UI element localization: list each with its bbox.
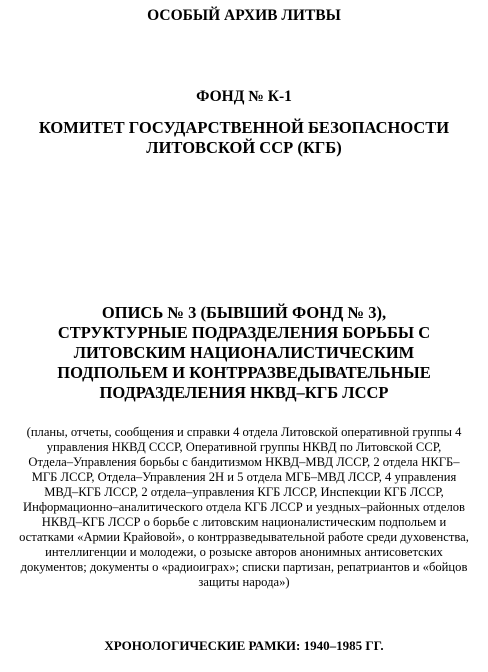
inventory-title-line-2: СТРУКТУРНЫЕ ПОДРАЗДЕЛЕНИЯ БОРЬБЫ С: [57, 323, 431, 342]
description-line-8: остатками «Армии Крайовой», о контрразведывательной работе среди духовенства,: [19, 530, 469, 544]
archive-title: ОСОБЫЙ АРХИВ ЛИТВЫ: [147, 7, 341, 24]
description-line-4: МГБ ЛССР, Отдела–Управления 2Н и 5 отдела МГБ–МВД ЛССР, 4 управления: [31, 470, 457, 484]
description-line-1: (планы, отчеты, сообщения и справки 4 отдела Литовской оперативной группы 4: [26, 425, 462, 439]
description-line-7: НКВД–КГБ ЛССР о борьбе с литовским националистическим подпольем и: [41, 515, 447, 529]
inventory-title-line-5: ПОДРАЗДЕЛЕНИЯ НКВД–КГБ ЛССР: [99, 383, 389, 402]
inventory-title-line-3: ЛИТОВСКИМ НАЦИОНАЛИСТИЧЕСКИМ: [73, 343, 415, 362]
description-line-5: МВД–КГБ ЛССР, 2 отдела–управления КГБ ЛССР, Инспекции КГБ ЛССР,: [44, 485, 444, 499]
fond-name-line-1: КОМИТЕТ ГОСУДАРСТВЕННОЙ БЕЗОПАСНОСТИ: [38, 118, 450, 137]
description-line-2: управления НКВД СССР, Оперативной группы НКВД по Литовской ССР,: [46, 440, 442, 454]
inventory-title-line-1: ОПИСЬ № 3 (БЫВШИЙ ФОНД № 3),: [101, 303, 387, 322]
inventory-title-line-4: ПОДПОЛЬЕМ И КОНТРРАЗВЕДЫВАТЕЛЬНЫЕ: [57, 363, 431, 382]
fond-name-line-2: ЛИТОВСКОЙ ССР (КГБ): [146, 138, 342, 157]
chronology-line: ХРОНОЛОГИЧЕСКИЕ РАМКИ: 1940–1985 ГГ.: [104, 638, 384, 653]
description-line-6: Информационно–аналитического отдела КГБ ЛССР и уездных–районных отделов: [23, 500, 465, 514]
description-line-10: документов; документы о «радиоиграх»; списки партизан, репатриантов и «бойцов: [20, 560, 468, 574]
description-line-11: защиты народа»): [198, 575, 290, 589]
fond-number: ФОНД № К-1: [196, 88, 292, 105]
description-line-3: Отдела–Управления борьбы с бандитизмом НКВД–МВД ЛССР, 2 отдела НКГБ–: [28, 455, 460, 469]
description-line-9: интеллигенции и молодежи, о розыске авторов анонимных антисоветских: [45, 545, 443, 559]
